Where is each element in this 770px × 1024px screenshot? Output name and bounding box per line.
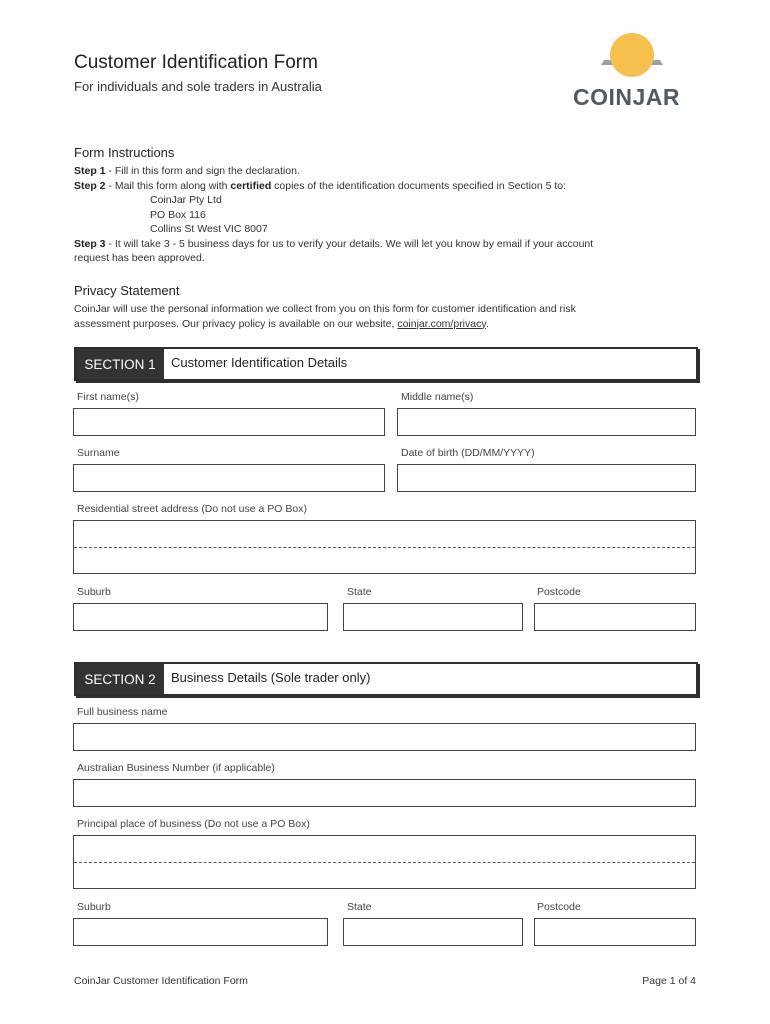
step-1: Step 1 - Fill in this form and sign the declaration.: [74, 165, 300, 177]
business-postcode-label: Postcode: [537, 901, 581, 913]
privacy-body: CoinJar will use the personal information we collect from you on this form for customer identification and risk assessment purposes. Our privacy policy is available on our website, coinjar.com/privacy.: [74, 303, 576, 330]
state-field[interactable]: [343, 603, 523, 631]
suburb-label: Suburb: [77, 586, 111, 598]
section-1-header: [74, 347, 698, 381]
surname-label: Surname: [77, 447, 120, 459]
mail-address: CoinJar Pty Ltd PO Box 116 Collins St West VIC 8007: [150, 194, 268, 235]
middle-name-field[interactable]: [397, 408, 696, 436]
surname-field[interactable]: [73, 464, 385, 492]
business-name-field[interactable]: [73, 723, 696, 751]
middle-name-label: Middle name(s): [401, 391, 474, 403]
section-1-title: Customer Identification Details: [171, 355, 348, 370]
address-label: Residential street address (Do not use a PO Box): [77, 503, 307, 515]
section-1-tag: SECTION 1: [76, 349, 164, 379]
step-3: Step 3 - It will take 3 - 5 business days for us to verify your details. We will let you know by email if your account: [74, 237, 594, 250]
address-field[interactable]: [73, 520, 696, 574]
section-2-header: [74, 662, 698, 696]
step-2: Step 2 - Mail this form along with certified copies of the identification documents specified in Section 5 to:: [74, 179, 567, 192]
business-suburb-field[interactable]: [73, 918, 328, 946]
dob-label: Date of birth (DD/MM/YYYY): [401, 447, 535, 459]
suburb-field[interactable]: [73, 603, 328, 631]
abn-field[interactable]: [73, 779, 696, 807]
instructions-body: Step 1 - Fill in this form and sign the declaration. Step 2 - Mail this form along with certified copies of the identification documents specified in Section 5 to: CoinJar Pty Ltd PO Box 116 Collins St West VIC 8007 Step 3 - It will take 3 - 5 business days for us to verify your details. We will let you know by email if your account request has been approved.: [74, 164, 694, 266]
privacy-heading: Privacy Statement: [74, 283, 180, 298]
coin-icon: [570, 32, 695, 84]
privacy-link[interactable]: coinjar.com/privacy: [397, 317, 486, 330]
instructions-heading: Form Instructions: [74, 145, 175, 160]
abn-label: Australian Business Number (if applicable): [77, 762, 275, 774]
footer-page-number: Page 1 of 4: [642, 975, 696, 987]
footer-form-name: CoinJar Customer Identification Form: [74, 975, 248, 987]
business-name-label: Full business name: [77, 706, 168, 718]
business-state-field[interactable]: [343, 918, 523, 946]
postcode-label: Postcode: [537, 586, 581, 598]
principal-place-field[interactable]: [73, 835, 696, 889]
business-state-label: State: [347, 901, 372, 913]
dob-field[interactable]: [397, 464, 696, 492]
coinjar-logo: [570, 32, 695, 112]
business-postcode-field[interactable]: [534, 918, 696, 946]
section-2-tag: SECTION 2: [76, 664, 164, 694]
page-title: Customer Identification Form: [74, 52, 318, 73]
business-suburb-label: Suburb: [77, 901, 111, 913]
state-label: State: [347, 586, 372, 598]
principal-place-label: Principal place of business (Do not use a PO Box): [77, 818, 310, 830]
postcode-field[interactable]: [534, 603, 696, 631]
section-2-title: Business Details (Sole trader only): [171, 670, 371, 685]
logo-text: COINJAR: [573, 84, 681, 110]
page-subtitle: For individuals and sole traders in Australia: [74, 79, 322, 94]
first-name-field[interactable]: [73, 408, 385, 436]
first-name-label: First name(s): [77, 391, 139, 403]
